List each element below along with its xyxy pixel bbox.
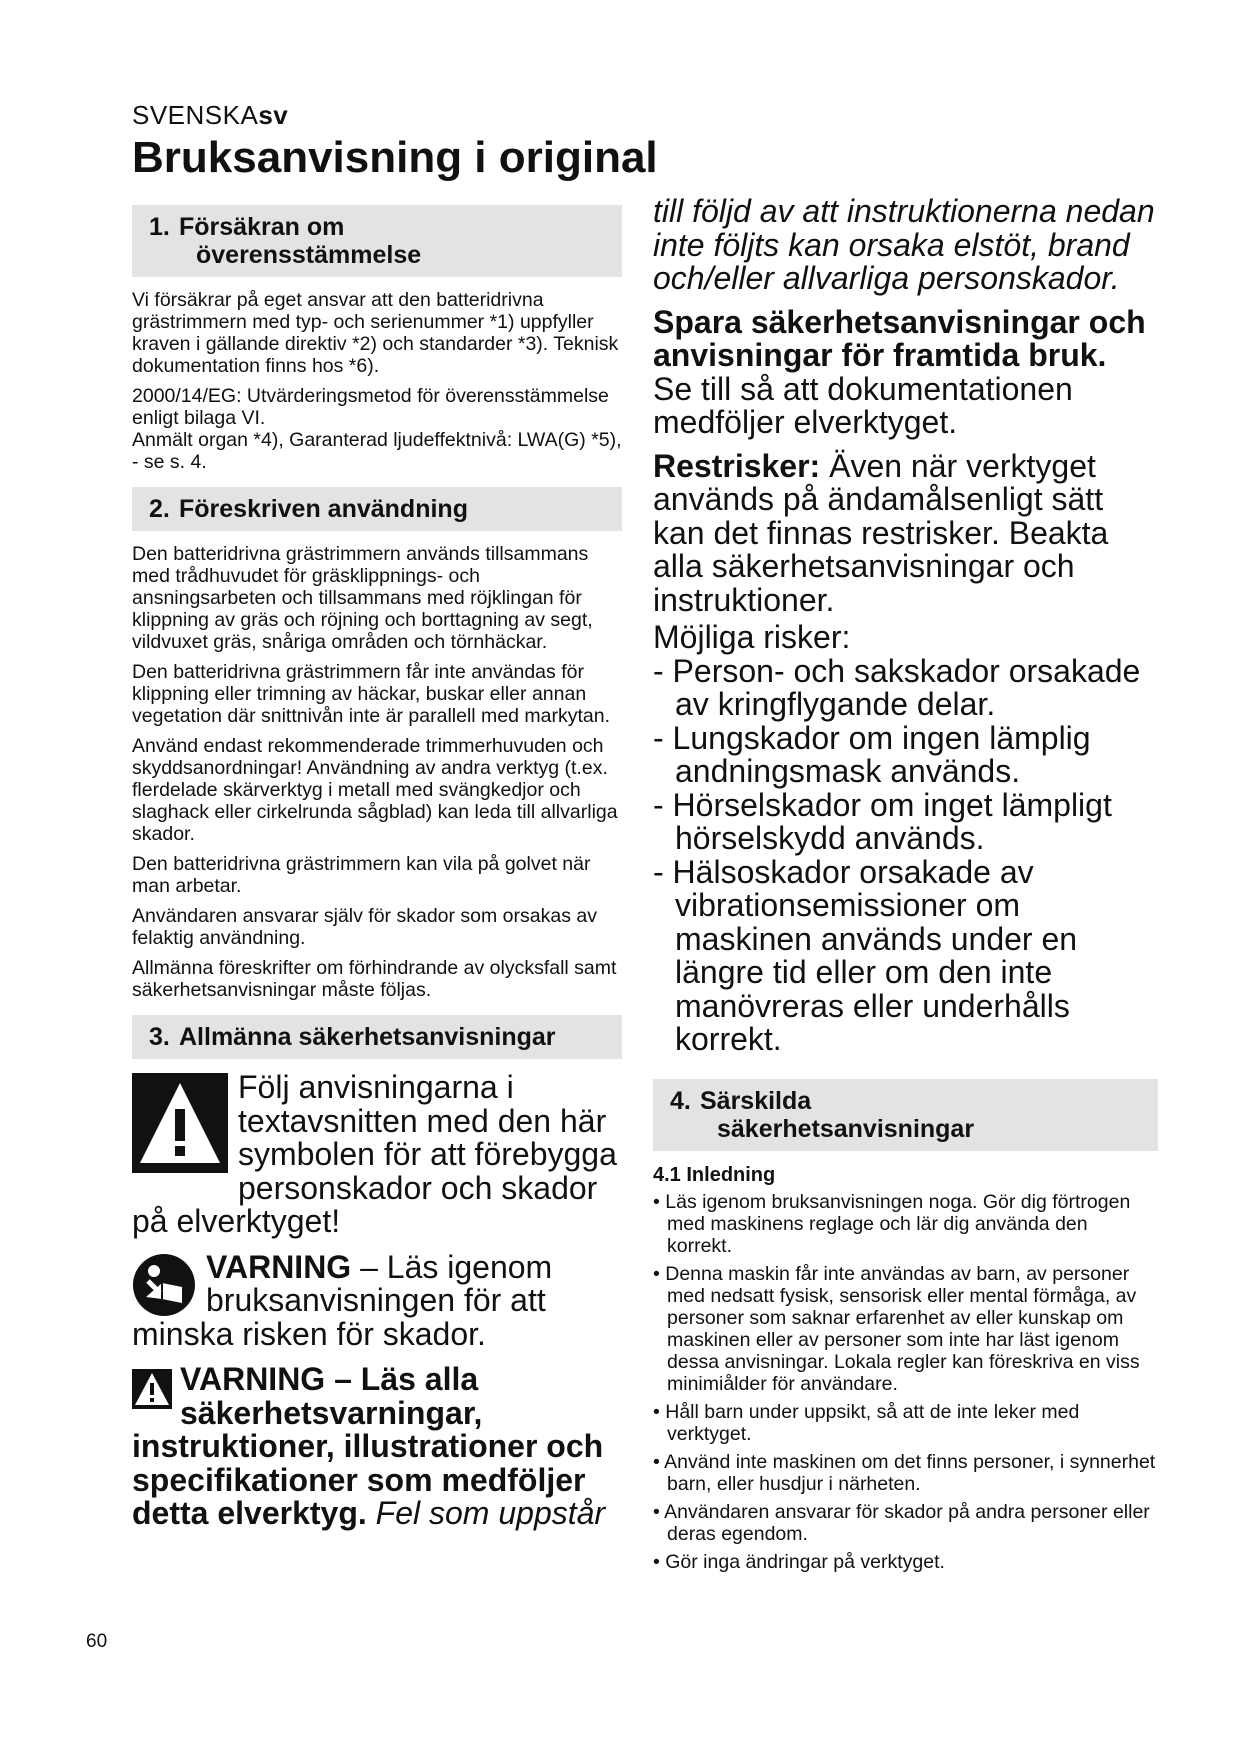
risk-item: - Hälsoskador orsakade av vibrationsemissioner om maskinen används under en längre tid eller om den inte manövreras eller underhålls korrekt.: [653, 853, 1078, 1057]
varning-manual-block: VARNING – Läs igenom bruksanvisningen för att minska risken för skador.: [132, 1248, 553, 1352]
section-1-heading: 1. Försäkran om överensstämmelse: [132, 205, 622, 277]
left-column: [132, 205, 622, 1531]
warning-symbol-block: Följ anvisningarna i textavsnitten med den här symbolen för att förebygga personskador och skador på elverktyget!: [132, 1069, 617, 1239]
read-manual-icon: [132, 1253, 196, 1317]
section-1-notified-body: Anmält organ *4), Garanterad ljudeffektnivå: LWA(G) *5),: [132, 429, 622, 451]
section-1-directive: 2000/14/EG: Utvärderingsmetod för överensstämmelse enligt bilaga VI.: [132, 385, 609, 429]
section-2-paragraph: Den batteridrivna grästrimmern får inte användas för klippning eller trimning av häckar, buskar eller annan vegetation där snittnivån inte är parallell med markytan.: [132, 661, 610, 727]
list-item: • Gör inga ändringar på verktyget.: [653, 1550, 945, 1573]
varning-all-block: VARNING – Läs alla säkerhetsvarningar, instruktioner, illustrationer och specifikationer som medföljer detta elverktyg. Fel som uppstår: [132, 1361, 606, 1531]
language-label: SVENSKAsv: [132, 100, 289, 130]
right-column: [653, 195, 1158, 1579]
section-3-heading: 3. Allmänna säkerhetsanvisningar: [132, 1015, 622, 1059]
list-item: • Denna maskin får inte användas av barn, av personer med nedsatt fysisk, sensorisk eller mental förmåga, av personer som saknar erfarenhet av eller kunskap om maskinen eller av personer som inte har läst igenom dessa anvisningar. Lokala regler kan föreskriva en viss minimiålder för användare.: [653, 1262, 1140, 1395]
list-item: • Använd inte maskinen om det finns personer, i synnerhet barn, eller husdjur i närheten.: [653, 1450, 1156, 1495]
risker-title: Möjliga risker:: [653, 619, 851, 655]
section-2-paragraph: Den batteridrivna grästrimmern används tillsammans med trådhuvudet för gräsklippnings- och ansningsarbeten och tillsammans med röjklingan för klippning av gräs och röjning och borttagning av segt, vildvuxet gräs, snåriga områden och törnhäckar.: [132, 543, 593, 653]
warning-triangle-icon: [132, 1073, 228, 1173]
section-2-paragraph: Allmänna föreskrifter om förhindrande av olycksfall samt säkerhetsanvisningar måste följas.: [132, 957, 617, 1001]
instruction-list: [653, 1191, 1158, 1573]
section-2-paragraph: Använd endast rekommenderade trimmerhuvuden och skyddsanordningar! Användning av andra verktyg (t.ex. flerdelade skärverktyg i metall med svängkedjor och slaghack eller cirkelrunda sågblad) kan leda till allvarliga skador.: [132, 735, 618, 845]
section-2-heading: 2. Föreskriven användning: [132, 487, 622, 531]
restrisker-paragraph: Restrisker: Även när verktyget används på ändamålsenligt sätt kan det finnas restrisker. Beakta alla säkerhetsanvisningar och instruktioner.: [653, 447, 1109, 618]
section-2-paragraph: Användaren ansvarar själv för skador som orsakas av felaktig användning.: [132, 905, 597, 949]
list-item: • Läs igenom bruksanvisningen noga. Gör dig förtrogen med maskinens reglage och lär dig använda den korrekt.: [653, 1190, 1131, 1257]
section-4-heading: 4. Särskilda säkerhetsanvisningar: [653, 1079, 1158, 1151]
risk-item: - Person- och sakskador orsakade av kringflygande delar.: [653, 652, 1141, 722]
page-title: Bruksanvisning i original: [132, 133, 658, 182]
section-1-paragraph: Vi försäkrar på eget ansvar att den batteridrivna grästrimmern med typ- och serienummer *1) uppfyller kraven i gällande direktiv *2) och standarder *3). Teknisk dokumentation finns hos *6).: [132, 289, 619, 377]
list-item: • Användaren ansvarar för skador på andra personer eller deras egendom.: [653, 1500, 1150, 1545]
section-1-see-page: - se s. 4.: [132, 451, 207, 473]
section-2-paragraph: Den batteridrivna grästrimmern kan vila på golvet när man arbetar.: [132, 853, 591, 897]
continued-italic-text: till följd av att instruktionerna nedan inte följts kan orsaka elstöt, brand och/eller allvarliga personskador.: [653, 193, 1155, 296]
risk-item: - Lungskador om ingen lämplig andningsmask används.: [653, 719, 1091, 789]
page-number: 60: [86, 1631, 108, 1652]
spara-heading: Spara säkerhetsanvisningar och anvisningar för framtida bruk.: [653, 303, 1146, 373]
spara-text: Se till så att dokumentationen medföljer elverktyget.: [653, 370, 1073, 440]
list-item: • Håll barn under uppsikt, så att de inte leker med verktyget.: [653, 1400, 1080, 1445]
subsection-heading: 4.1 Inledning: [653, 1163, 776, 1186]
risk-item: - Hörselskador om inget lämpligt hörselskydd används.: [653, 786, 1112, 856]
warning-small-icon: [132, 1369, 172, 1409]
